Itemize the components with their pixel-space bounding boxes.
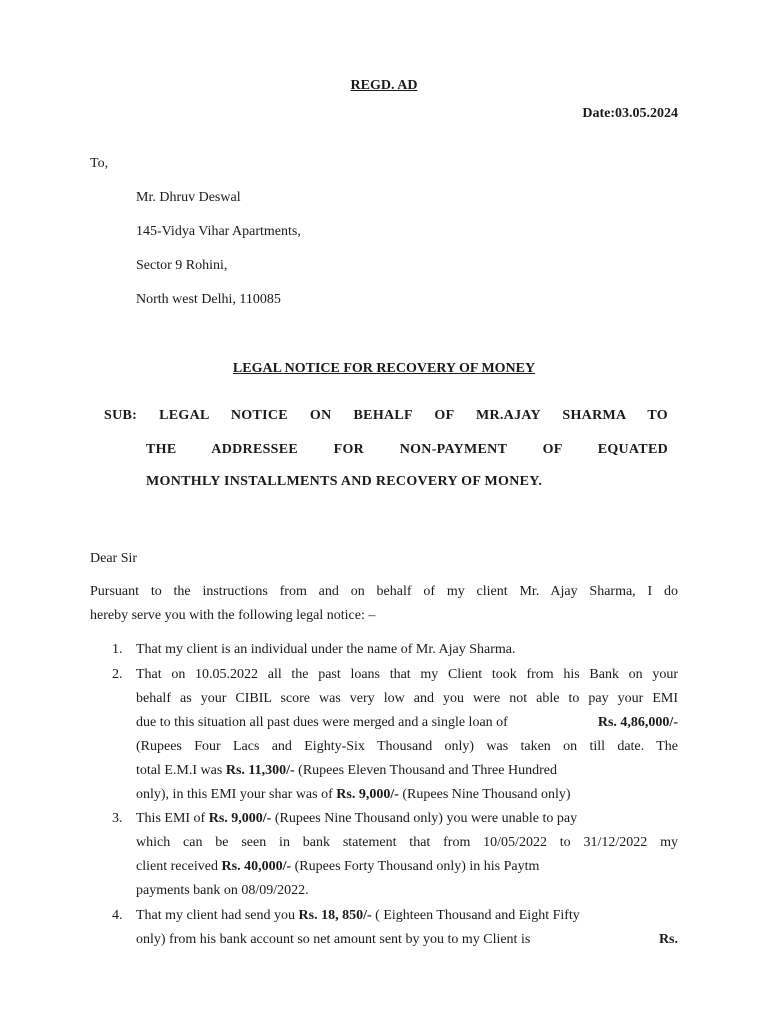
amount-40000: Rs. 40,000/- [221,859,292,874]
address-line-3: North west Delhi, 110085 [136,292,281,307]
subject-line-3: MONTHLY INSTALLMENTS AND RECOVERY OF MONEY. [146,474,543,489]
address-line-1: 145-Vidya Vihar Apartments, [136,224,301,239]
notice-date: Date:03.05.2024 [582,106,678,121]
item-1-line-1: That my client is an individual under the name of Mr. Ajay Sharma. [136,642,516,657]
item-2-line-6: only), in this EMI your shar was of Rs. 9,000/- (Rupees Nine Thousand only) [136,787,571,802]
item-2-line-5: total E.M.I was Rs. 11,300/- (Rupees Eleven Thousand and Three Hundred [136,763,557,778]
address-line-2: Sector 9 Rohini, [136,258,228,273]
item-3-number: 3. [112,811,123,826]
item-3-line-3: client received Rs. 40,000/- (Rupees Forty Thousand only) in his Paytm [136,859,540,874]
item-2-number: 2. [112,667,123,682]
intro-line-2: hereby serve you with the following legal notice: – [90,608,376,623]
item-2-line-1: That on 10.05.2022 all the past loans that my Client took from his Bank on your [136,667,678,682]
item-2-line-4: (Rupees Four Lacs and Eighty-Six Thousand only) was taken on till date. The [136,739,678,754]
amount-9000-emi: Rs. 9,000/- [208,811,272,826]
item-4-line-2: only) from his bank account so net amount sent by you to my Client is Rs. [136,932,678,947]
amount-rs-continued: Rs. [658,932,678,947]
amount-11300: Rs. 11,300/- [225,763,295,778]
to-label: To, [90,156,109,171]
addressee-name: Mr. Dhruv Deswal [136,190,241,205]
subject-line-2: THE ADDRESSEE FOR NON-PAYMENT OF EQUATED [146,442,668,457]
item-4-number: 4. [112,908,123,923]
amount-9000: Rs. 9,000/- [336,787,399,802]
item-4-line-1: That my client had send you Rs. 18, 850/- ( Eighteen Thousand and Eight Fifty [136,908,580,923]
item-3-line-2: which can be seen in bank statement that from 10/05/2022 to 31/12/2022 my [136,835,678,850]
intro-line-1: Pursuant to the instructions from and on behalf of my client Mr. Ajay Sharma, I do [90,584,678,599]
item-3-line-4: payments bank on 08/09/2022. [136,883,309,898]
amount-486000: Rs. 4,86,000/- [597,715,678,730]
salutation: Dear Sir [90,551,138,566]
notice-title: LEGAL NOTICE FOR RECOVERY OF MONEY [232,361,536,376]
item-3-line-1: This EMI of Rs. 9,000/- (Rupees Nine Thousand only) you were unable to pay [136,811,578,826]
subject-line-1: SUB: LEGAL NOTICE ON BEHALF OF MR.AJAY SHARMA TO [104,408,668,423]
regd-ad-heading: REGD. AD [350,78,418,93]
amount-18850: Rs. 18, 850/- [298,908,372,923]
item-2-line-3: due to this situation all past dues were merged and a single loan of Rs. 4,86,000/- [136,715,678,730]
item-2-line-2: behalf as your CIBIL score was very low and you were not able to pay your EMI [136,691,678,706]
item-1-number: 1. [112,642,123,657]
